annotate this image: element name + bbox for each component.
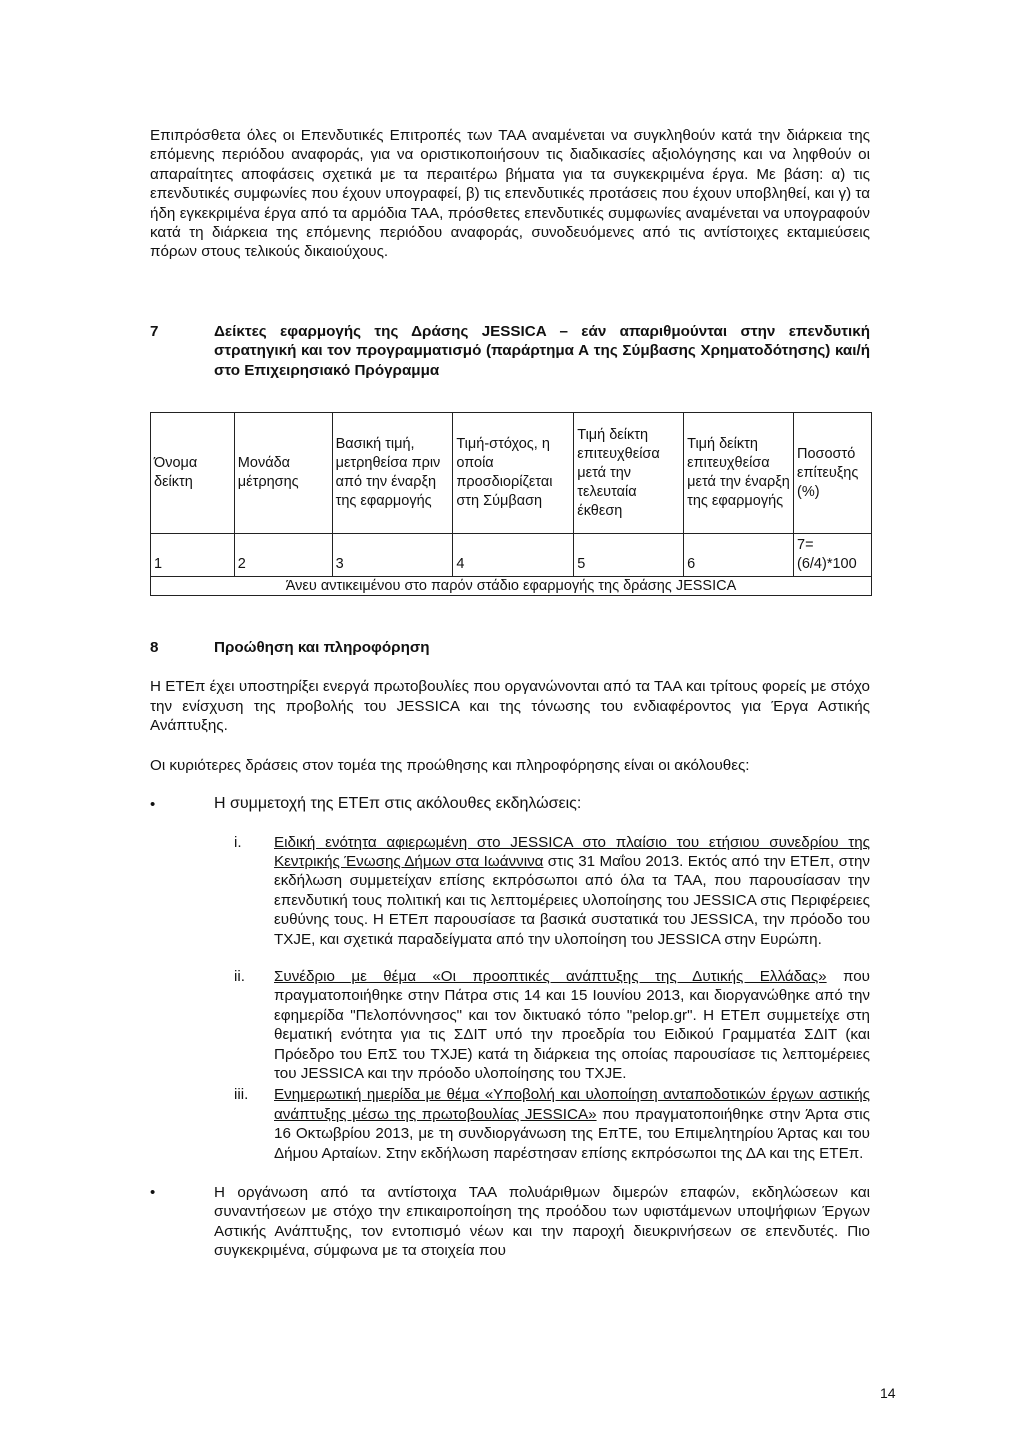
bullet-text: Η οργάνωση από τα αντίστοιχα ΤΑΑ πολυάριθμων διμερών επαφών, εκδηλώσεων και συναντήσεων με στόχο την επικαιροποίηση της προόδου των υφιστάμενων υποψήφιων Έργων Αστικής Ανάπτυξης, τον εντοπισμό νέων και την παροχή διευκρινήσεων σε επενδυτές. Πιο συγκεκριμένα, σύμφωνα με τα στοιχεία που xyxy=(214,1184,870,1260)
list-item xyxy=(234,967,870,1083)
bullet-text: Η συμμετοχή της ΕΤΕπ στις ακόλουθες εκδηλώσεις: xyxy=(214,795,582,813)
column-number: 5 xyxy=(574,534,684,577)
intro-paragraph: Επιπρόσθετα όλες οι Επενδυτικές Επιτροπές των ΤΑΑ αναμένεται να συγκληθούν κατά την διάρκεια της επόμενης περιόδου αναφοράς, για να οριστικοποιήσουν τις διαδικασίες αξιολόγησης και να ληφθούν οι απαραίτητες αποφάσεις σχετικά με τα περαιτέρω βήματα για τα συγκεκριμένα έργα. Με βάση: α) τις επενδυτικές συμφωνίες που έχουν υπογραφεί, β) τις επενδυτικές προτάσεις που έχουν υποβληθεί, και γ) τα ήδη εγκεκριμένα έργα από τα αρμόδια ΤΑΑ, πρόσθετες επενδυτικές συμφωνίες αναμένεται να υπογραφούν κατά τη διάρκεια της επόμενης περιόδου αναφοράς, συνοδευόμενες από τις αντίστοιχες εκταμιεύσεις πόρων στους τελικούς δικαιούχους. xyxy=(150,127,870,261)
header-indicator-name: Όνομα δείκτη xyxy=(151,413,235,534)
bullet-icon: • xyxy=(150,1184,156,1201)
section-8-number: 8 xyxy=(150,639,159,657)
header-target: Τιμή-στόχος, η οποία προσδιορίζεται στη Σύμβαση xyxy=(453,413,574,534)
section-8-paragraph: Η ΕΤΕπ έχει υποστηρίξει ενεργά πρωτοβουλίες που οργανώνονται από τα ΤΑΑ και τρίτους φορείς με στόχο την ενίσχυση της προβολής του JESSICA και της τόνωσης του ενδιαφέροντος για Έργα Αστικής Ανάπτυξης. xyxy=(150,678,870,735)
header-since-start: Τιμή δείκτη επιτευχθείσα μετά την έναρξη της εφαρμογής xyxy=(684,413,794,534)
section-7-title: Δείκτες εφαρμογής της Δράσης JESSICA – εάν απαριθμούνται στην επενδυτική στρατηγική και τον προγραμματισμό (παράρτημα Α της Σύμβασης Χρηματοδότησης) και/ή στο Επιχειρησιακό Πρόγραμμα xyxy=(214,322,870,379)
list-item xyxy=(150,795,870,814)
item-description: που πραγματοποιήθηκε στην Πάτρα στις 14 και 15 Ιουνίου 2013, και διοργανώθηκε από την εφημερίδα "Πελοπόννησος" και τον δικτυακό τόπο "pelop.gr". Η ΕΤΕπ συμμετείχε στη θεματική ενότητα για τις ΣΔΙΤ υπό την προεδρία του Ειδικού Γραμματέα ΣΔΙΤ (και Πρόεδρο του ΕπΣ του TXJE) κατά τη διάρκεια της οποίας παρουσίασε τις λεπτομέρειες του JESSICA και την πρόοδο υλοποίησης του TXJE. xyxy=(274,967,870,1082)
item-text xyxy=(274,967,870,1083)
item-title-underlined: Ειδική ενότητα αφιερωμένη στο JESSICA στο πλαίσιο του ετήσιου συνεδρίου της Κεντρικής Ένωσης Δήμων στα Ιωάννινα xyxy=(274,833,870,870)
section-8-paragraph: Οι κυριότερες δράσεις στον τομέα της προώθησης και πληροφόρησης είναι οι ακόλουθες: xyxy=(150,756,750,774)
column-number: 4 xyxy=(453,534,574,577)
column-number: 6 xyxy=(684,534,794,577)
page-number: 14 xyxy=(880,1385,896,1401)
item-text xyxy=(274,833,870,949)
section-7-number: 7 xyxy=(150,322,159,340)
document-page xyxy=(150,126,870,1261)
table-row xyxy=(151,534,872,577)
column-number: 3 xyxy=(332,534,453,577)
header-since-last-report: Τιμή δείκτη επιτευχθείσα μετά την τελευταία έκθεση xyxy=(574,413,684,534)
item-number: ii. xyxy=(234,967,245,985)
list-item xyxy=(234,833,870,949)
item-text xyxy=(274,1085,870,1163)
table-row xyxy=(151,577,872,596)
section-7-heading xyxy=(150,322,870,380)
item-number: i. xyxy=(234,833,242,851)
section-8-heading xyxy=(150,638,870,657)
item-description: που πραγματοποιήθηκε στην Άρτα στις 16 Οκτωβρίου 2013, με τη συνδιοργάνωση της ΕπΤΕ, του Επιμελητηρίου Άρτας και του Δήμου Αρταίων. Στην εκδήλωση παρέστησαν επίσης εκπρόσωποι της ΔΑ και της ΕΤΕπ. xyxy=(274,1105,870,1162)
table-note: Άνευ αντικειμένου στο παρόν στάδιο εφαρμογής της δράσης JESSICA xyxy=(151,577,872,596)
table-header-row xyxy=(151,413,872,534)
item-description: στις 31 Μαΐου 2013. Εκτός από την ΕΤΕπ, στην εκδήλωση συμμετείχαν επίσης εκπρόσωποι από όλα τα ΤΑΑ, που παρουσίασαν την επενδυτική τους πολιτική και τις λεπτομέρειες υλοποίησης του JESSICA στις Περιφέρειες ευθύνης τους. Η ΕΤΕπ παρουσίασε τα βασικά συστατικά του JESSICA, την πρόοδο του TXJE, και σχετικά παραδείγματα από την υλοποίηση του JESSICA στην Ευρώπη. xyxy=(274,852,870,948)
column-number: 2 xyxy=(234,534,332,577)
section-8-title: Προώθηση και πληροφόρηση xyxy=(214,639,430,657)
list-item xyxy=(150,1183,870,1261)
column-number: 1 xyxy=(151,534,235,577)
indicators-table xyxy=(150,412,872,596)
item-title-underlined: Συνέδριο με θέμα «Οι προοπτικές ανάπτυξης της Δυτικής Ελλάδας» xyxy=(274,967,827,985)
header-achievement-rate: Ποσοστό επίτευξης (%) xyxy=(794,413,872,534)
header-unit: Μονάδα μέτρησης xyxy=(234,413,332,534)
section-8 xyxy=(150,638,870,1261)
column-number: 7=(6/4)*100 xyxy=(794,534,872,577)
item-number: iii. xyxy=(234,1086,249,1104)
header-baseline: Βασική τιμή, μετρηθείσα πριν από την έναρξη της εφαρμογής xyxy=(332,413,453,534)
list-item xyxy=(234,1085,870,1163)
bullet-icon: • xyxy=(150,796,156,814)
item-title-underlined: Ενημερωτική ημερίδα με θέμα «Υποβολή και υλοποίηση ανταποδοτικών έργων αστικής ανάπτυξης μέσω της πρωτοβουλίας JESSICA» xyxy=(274,1086,870,1123)
